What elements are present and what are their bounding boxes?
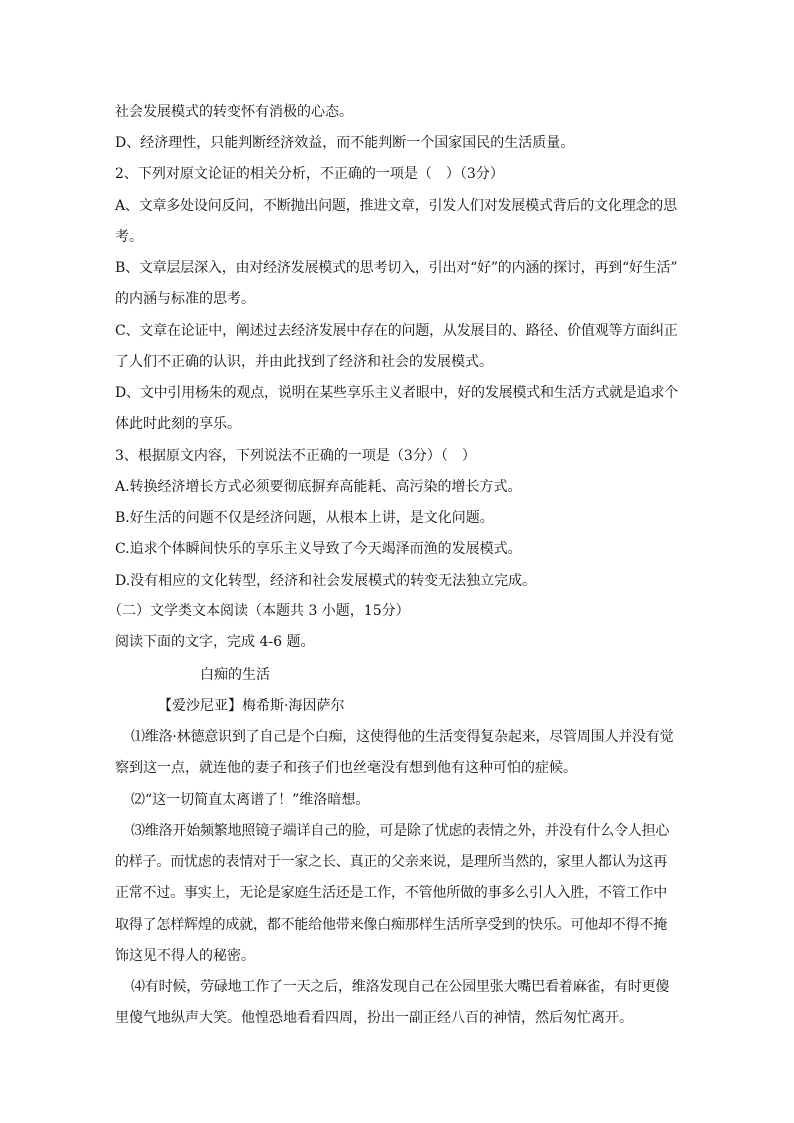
article-title: 白痴的生活	[200, 667, 270, 683]
text-line: 的内涵与标准的思考。	[115, 291, 255, 307]
paragraph-4: ⑷有时候，劳碌地工作了一天之后，维洛发现自己在公园里张大嘴巴看着麻雀，有时更傻	[131, 979, 670, 995]
text-line: 社会发展模式的转变怀有消极的心态。	[115, 104, 353, 120]
option-b: B.好生活的问题不仅是经济问题，从根本上讲，是文化问题。	[115, 510, 494, 526]
section-heading: （二）文学类文本阅读（本题共 3 小题，15分）	[108, 603, 410, 619]
question-3: 3、根据原文内容，下列说法不正确的一项是（3分）（ ）	[115, 448, 476, 464]
text-line: 的样子。而忧虑的表情对于一家之长、真正的父亲来说，是理所当然的，家里人都认为这再	[115, 854, 667, 870]
text-line: 考。	[115, 229, 143, 245]
paragraph-3: ⑶维洛开始频繁地照镜子端详自己的脸，可是除了忧虑的表情之外，并没有什么令人担心	[131, 823, 670, 839]
text-line: 饰这见不得人的秘密。	[115, 948, 255, 964]
text-line: 察到这一点，就连他的妻子和孩子们也丝毫没有想到他有这种可怕的症候。	[115, 760, 577, 776]
text-line: 了人们不正确的认识，并由此找到了经济和社会的发展模式。	[115, 354, 493, 370]
option-d: D、文中引用杨朱的观点，说明在某些享乐主义者眼中，好的发展模式和生活方式就是追求个	[115, 385, 679, 401]
text-line: 里傻气地纵声大笑。他惶恐地看看四周，扮出一副正经八百的神情，然后匆忙离开。	[115, 1010, 633, 1026]
option-c: C.追求个体瞬间快乐的享乐主义导致了今天竭泽而渔的发展模式。	[115, 541, 522, 557]
text-line: 体此时此刻的享乐。	[115, 416, 241, 432]
option-a: A、文章多处设问反问，不断抛出问题，推进文章，引发人们对发展模式背后的文化理念的思	[115, 198, 677, 214]
option-d: D、经济理性，只能判断经济效益，而不能判断一个国家国民的生活质量。	[115, 135, 575, 151]
paragraph-1: ⑴维洛·林德意识到了自己是个白痴，这使得他的生活变得复杂起来，尽管周围人并没有觉	[131, 729, 674, 745]
text-line: 取得了怎样辉煌的成就，都不能给他带来像白痴那样生活所享受到的快乐。可他却不得不掩	[115, 917, 667, 933]
article-author: 【爱沙尼亚】梅希斯·海因萨尔	[158, 698, 345, 714]
question-2: 2、下列对原文论证的相关分析，不正确的一项是（ ）（3分）	[115, 166, 504, 182]
option-b: B、文章层层深入，由对经济发展模式的思考切入，引出对“好”的内涵的探讨，再到“好生活”	[115, 260, 678, 276]
paragraph-2: ⑵“这一切简直太离谱了！”维洛暗想。	[131, 792, 370, 808]
option-a: A.转换经济增长方式必须要彻底摒弃高能耗、高污染的增长方式。	[115, 479, 522, 495]
option-d: D.没有相应的文化转型，经济和社会发展模式的转变无法独立完成。	[115, 573, 537, 589]
text-line: 正常不过。事实上，无论是家庭生活还是工作，不管他所做的事多么引人入胜，不管工作中	[115, 885, 667, 901]
option-c: C、文章在论证中，阐述过去经济发展中存在的问题，从发展目的、路径、价值观等方面纠正	[115, 323, 678, 339]
instruction: 阅读下面的文字，完成 4-6 题。	[115, 634, 315, 650]
